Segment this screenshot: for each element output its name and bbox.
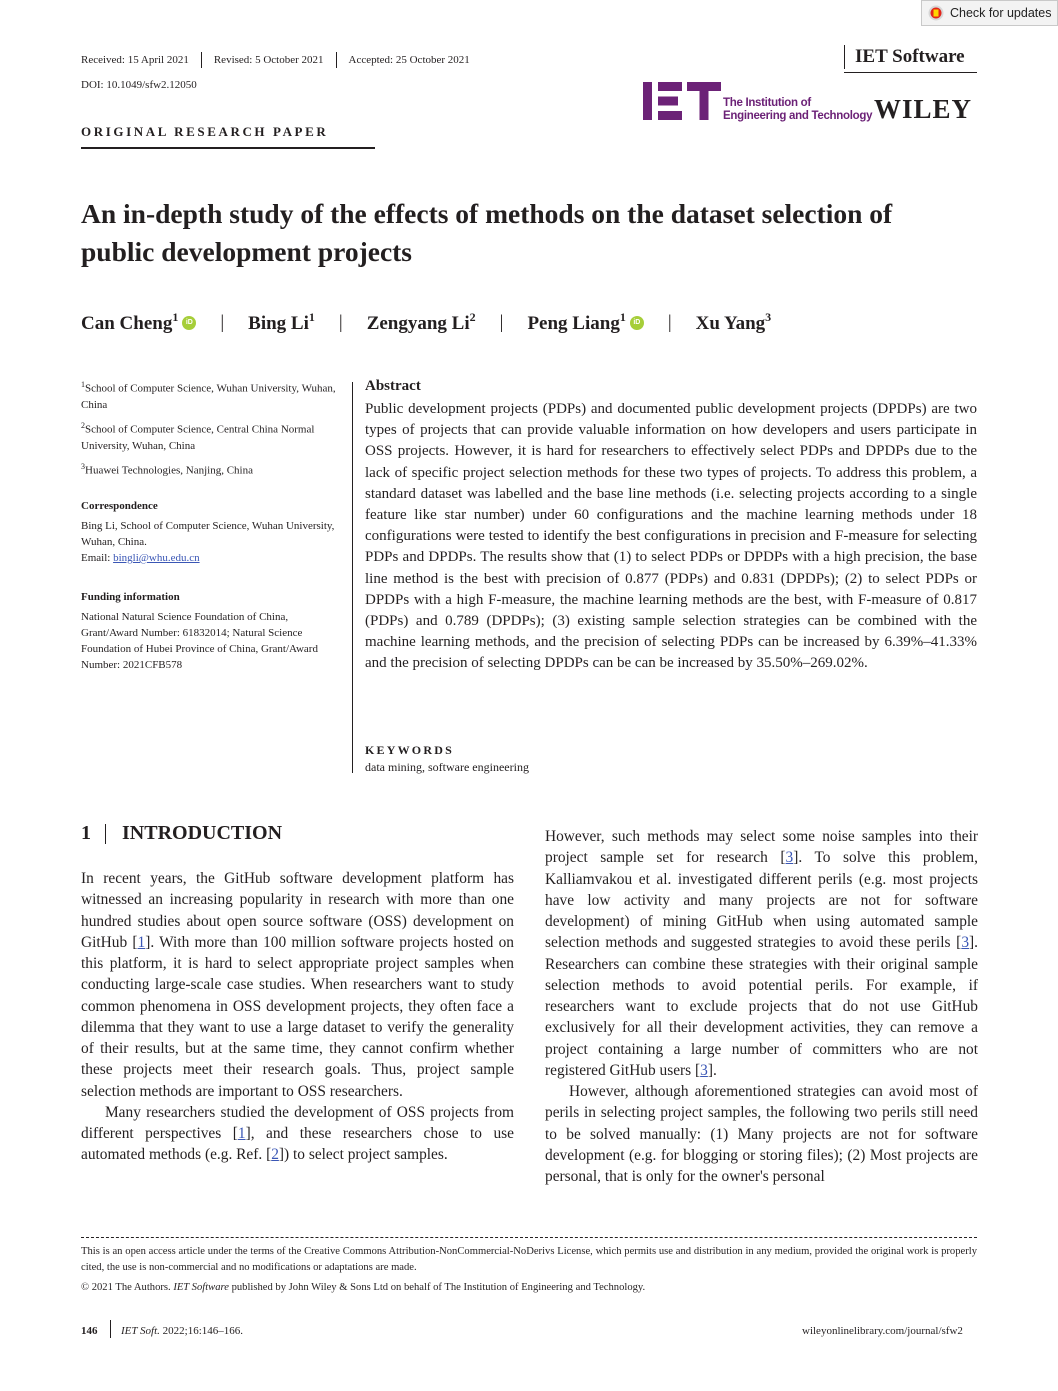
section-number: 1 xyxy=(81,822,91,844)
abstract-heading: Abstract xyxy=(365,378,421,394)
keywords-text: data mining, software engineering xyxy=(365,760,529,774)
author[interactable]: Bing Li$^1$ xyxy=(248,310,315,334)
paragraph: However, although aforementioned strategies can avoid most of perils in selecting project samples, the following two perils still need to be solved manually: (1) Many projects are not for software development (e.g. for blogging or storing files); (2) Most projects are personal, that is only for the owner's personal xyxy=(545,1083,978,1185)
author-divider: | xyxy=(338,311,343,333)
funding-heading: Funding information xyxy=(81,591,180,603)
paragraph: However, such methods may select some noise samples into their project sample set for research [3]. To solve this problem, Kalliamvakou et al. investigated different perils (e.g. most projects have low activity and many projects are not for software development) of mining GitHub when using automated sample selection methods and suggested strategies to avoid these perils [3]. Researchers can combine these strategies with their original sample selection methods to avoid potential perils. For example, if researchers want to exclude projects that do not use GitHub exclusively for all their development activities, they can remove a project containing a large number of committers who are not registered GitHub users [3]. xyxy=(545,828,978,1079)
body-column-right xyxy=(545,826,978,1187)
journal-rule xyxy=(844,72,977,73)
body-column-left xyxy=(81,868,514,1166)
keywords-heading: KEYWORDS xyxy=(365,743,454,757)
page-number: 146 xyxy=(81,1325,98,1337)
check-for-updates-label: Check for updates xyxy=(950,6,1052,20)
footer-page-divider xyxy=(110,1320,111,1338)
license-text: This is an open access article under the terms of the Creative Commons Attribution-NonCommercial-NoDerivs License, which permits use and distribution in any medium, provided the original work is properly cited, the use is non-commercial and no modifications or adaptations are made. xyxy=(81,1246,977,1273)
author-divider: | xyxy=(667,311,672,333)
journal-name: IET Software xyxy=(844,45,965,69)
received-date: Received: 15 April 2021 xyxy=(81,54,189,66)
abstract-text: Public development projects (PDPs) and documented public development projects (DPDPs) are two types of projects that can provide valuable information on how developers and users participate in OSS projects. However, it is hard for researchers to effectively select PDPs and DPDPs due to the lack of specific project selection methods for these two types of projects. To address this problem, a standard dataset was labelled and the base line methods (i.e. selecting projects according to a single feature like star number) under 60 configurations and the machine learning methods under 18 configurations were tested to identify the best configurations in precision and F-measure for selecting PDPs and DPDPs. The results show that (1) to select PDPs or DPDPs with a high precision, the base line method is the best with precision of 0.877 (PDPs) and 0.831 (DPDPs); (2) to select PDPs or DPDPs with a high F-measure, the machine learning methods are the best, with F-measure of 0.817 (PDPs) and 0.789 (DPDPs); (3) existing sample selection strategies can be combined with the machine learning methods, and the precision of selecting PDPs can be increased by 6.39%–41.33% and the precision of selecting DPDPs can be can be increased by 35.50%–269.02%. xyxy=(365,401,977,672)
affiliation-3: $^3$Huawei Technologies, Nanjing, China xyxy=(81,462,253,477)
iet-line-1: The Institution of xyxy=(723,97,811,109)
affiliation-1: $^1$School of Computer Science, Wuhan University, Wuhan, China xyxy=(81,380,336,411)
author[interactable]: Zengyang Li$^2$ xyxy=(366,310,476,334)
paper-type-rule xyxy=(81,147,375,149)
author[interactable]: Xu Yang$^3$ xyxy=(695,310,772,334)
journal-url[interactable]: wileyonlinelibrary.com/journal/sfw2 xyxy=(802,1325,963,1337)
correspondence-email: Email: bingli@whu.edu.cn xyxy=(81,552,200,564)
date-divider xyxy=(336,52,337,68)
article-dates xyxy=(81,52,470,68)
citation-link[interactable]: 1 xyxy=(137,933,146,951)
abstract-divider xyxy=(352,382,353,773)
iet-line-2: Engineering and Technology xyxy=(723,109,873,122)
citation-link[interactable]: 2 xyxy=(271,1146,279,1164)
date-divider xyxy=(201,52,202,68)
author[interactable]: Can Cheng$^1$ xyxy=(81,310,179,334)
wiley-logo: WILEY xyxy=(874,94,973,124)
article-title: An in-depth study of the effects of methods on the dataset selection of public development projects xyxy=(81,198,893,267)
orcid-icon[interactable]: iD xyxy=(630,316,644,330)
iet-institution-name xyxy=(723,97,872,122)
crossmark-icon xyxy=(928,5,944,21)
section-title: INTRODUCTION xyxy=(122,822,283,844)
footer-divider xyxy=(81,1237,977,1238)
email-link[interactable]: bingli@whu.edu.cn xyxy=(113,552,200,564)
citation-link[interactable]: 3 xyxy=(785,849,794,867)
author-divider: | xyxy=(220,311,225,333)
citation-link[interactable]: 3 xyxy=(961,934,970,952)
accepted-date: Accepted: 25 October 2021 xyxy=(348,54,470,66)
section-heading xyxy=(81,822,282,845)
copyright: © 2021 The Authors. IET Software published by John Wiley & Sons Ltd on behalf of The Institution of Engineering and Technology. xyxy=(81,1282,646,1293)
correspondence-text: Bing Li, School of Computer Science, Wuhan University, Wuhan, China. xyxy=(81,520,335,548)
paper-type: ORIGINAL RESEARCH PAPER xyxy=(81,124,329,139)
author[interactable]: Peng Liang$^1$ xyxy=(527,310,626,334)
citation-link[interactable]: 1 xyxy=(237,1125,246,1142)
author-divider: | xyxy=(499,311,504,333)
affiliation-2: $^2$School of Computer Science, Central China Normal University, Wuhan, China xyxy=(81,421,315,452)
citation-link[interactable]: 3 xyxy=(700,1061,708,1079)
author-list xyxy=(81,310,771,335)
funding-information xyxy=(81,589,343,673)
iet-logo-icon xyxy=(643,82,721,120)
correspondence-heading: Correspondence xyxy=(81,500,158,512)
correspondence xyxy=(81,498,343,566)
check-for-updates-button[interactable] xyxy=(921,0,1058,26)
journal-citation: IET Soft. 2022;16:146–166. xyxy=(121,1325,244,1337)
funding-text: National Natural Science Foundation of China, Grant/Award Number: 61832014; Natural Science Foundation of Hubei Province of China, Grant/Award Number: 2021CFB578 xyxy=(81,611,318,671)
section-divider xyxy=(105,824,106,844)
paragraph: In recent years, the GitHub software development platform has witnessed an increasing popularity in research with more than one hundred studies about open source software (OSS) development on GitHub [1]. With more than 100 million software projects hosted on this platform, it is hard to select appropriate project samples when conducting large-scale case studies. When researchers want to study common phenomena in OSS development projects, they often face a dilemma that they want to use a large dataset to verify the generality of their results, but at the same time, they cannot confirm whether these projects meet their research goals. Thus, project sample selection methods are important to OSS researchers. xyxy=(81,870,514,1100)
revised-date: Revised: 5 October 2021 xyxy=(213,54,324,66)
orcid-icon[interactable]: iD xyxy=(182,316,196,330)
doi[interactable]: DOI: 10.1049/sfw2.12050 xyxy=(81,79,197,91)
paragraph: Many researchers studied the development of OSS projects from different perspectives [1], and these researchers chose to use automated methods (e.g. Ref. [2]) to select project samples. xyxy=(81,1103,514,1164)
